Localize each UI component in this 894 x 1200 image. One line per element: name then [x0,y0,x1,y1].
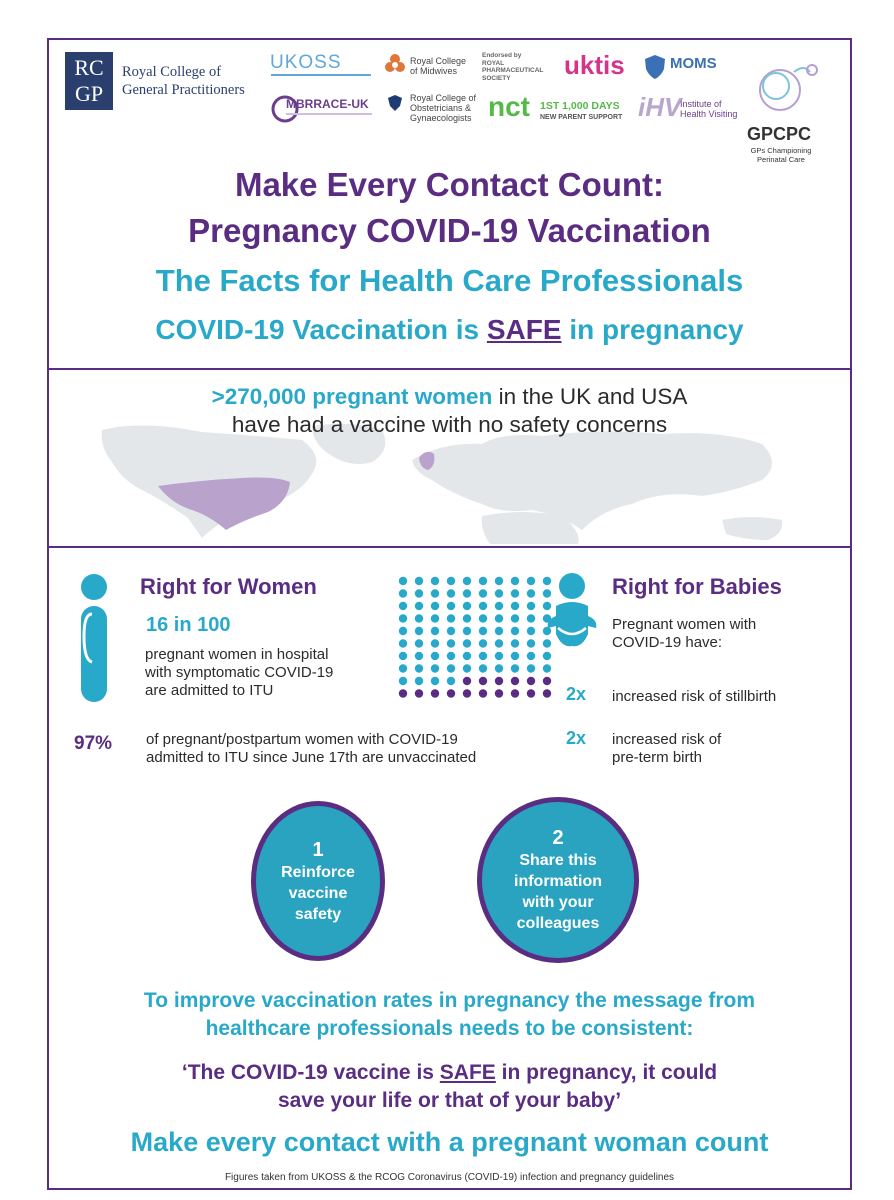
dot [447,677,455,685]
dot [415,652,423,660]
title-line1: Make Every Contact Count: [234,166,665,203]
preterm-text1: increased risk of [612,731,722,748]
dot-highlighted [511,677,519,685]
rcog-name [410,93,476,123]
safe-heading-post: in pregnancy [561,314,744,345]
dot [463,577,471,585]
dot [431,677,439,685]
dot [495,652,503,660]
dot-highlighted [399,689,407,697]
dot [495,577,503,585]
closing-line: Make every contact with a pregnant woman count [130,1127,769,1157]
rps-line2: ROYAL [482,59,505,67]
quote-safe-word: SAFE [439,1061,496,1084]
dot-highlighted [495,677,503,685]
dot-highlighted [527,677,535,685]
dot [447,652,455,660]
dot [527,589,535,597]
dot [415,602,423,610]
first1000-line2: NEW PARENT SUPPORT [540,114,623,121]
dot [431,614,439,622]
dot [527,664,535,672]
dot [415,664,423,672]
action-2-line1: Share this [519,852,597,869]
rcm-name [410,56,466,76]
dot [495,614,503,622]
uktis-logo: uktis [564,50,625,80]
dot [511,602,519,610]
gpcpc-tagline [745,146,817,164]
babies-intro [612,616,756,652]
babies-intro2: COVID-19 have: [612,634,723,651]
mbrrace-logo: MBRRACE-UK [286,97,369,111]
dot [447,614,455,622]
dot-highlighted [543,677,551,685]
rps-line4: SOCIETY [482,74,511,82]
dot [415,577,423,585]
dot [479,652,487,660]
dot [511,664,519,672]
women-stat: 16 in 100 [146,614,231,636]
dot [415,589,423,597]
gpcpc-logo: GPCPC [747,124,812,144]
action-circle-1 [256,806,380,956]
message-intro [47,987,852,1043]
rcog-line3: Gynaecologists [410,113,472,123]
divider-middle [47,546,852,548]
dot [431,577,439,585]
dot [495,627,503,635]
dot-highlighted [463,689,471,697]
first1000-line1: 1ST 1,000 DAYS [540,100,620,112]
stillbirth-text: increased risk of stillbirth [612,688,777,705]
divider-top [47,368,852,370]
ihv-line1: Institute of [680,99,722,109]
mbrrace-underline [286,113,372,115]
dot [447,602,455,610]
dot [511,589,519,597]
women-desc2: with symptomatic COVID-19 [145,664,334,681]
moms-shield-icon [644,54,666,80]
dot [399,602,407,610]
quote-pre: ‘The COVID-19 vaccine is [181,1061,440,1084]
dot [495,664,503,672]
rps-line3: PHARMACEUTICAL [482,67,544,74]
message-quote [47,1059,852,1115]
preterm-text2: pre-term birth [612,749,703,766]
women-desc3: are admitted to ITU [145,682,274,699]
first1000-logo [540,100,622,124]
dot [511,652,519,660]
dot [431,627,439,635]
rps-line1: Endorsed by [482,52,522,59]
ihv-line2: Health Visiting [680,109,738,119]
message-line1: To improve vaccination rates in pregnancy the message from [143,989,756,1012]
dot-highlighted [479,677,487,685]
dot [431,652,439,660]
dot [399,589,407,597]
dot [415,614,423,622]
dot [479,614,487,622]
action-1-line2: vaccine [288,884,348,902]
quote-line1 [47,1059,852,1087]
dot [479,577,487,585]
rcm-icon [384,53,406,75]
dot [399,614,407,622]
dot [495,589,503,597]
dot-highlighted [543,689,551,697]
action-2-line4: colleagues [516,915,600,932]
dot [431,589,439,597]
gpcpc-line1: GPs Championing [750,146,812,155]
women-pct-desc1: of pregnant/postpartum women with COVID-19 [146,731,458,748]
message-line2: healthcare professionals needs to be consistent: [205,1017,694,1040]
nct-logo: nct [488,91,530,122]
dot [399,577,407,585]
dot [511,614,519,622]
dot [399,639,407,647]
women-desc [145,646,333,700]
pregnant-woman-icon [76,574,112,704]
dot [463,589,471,597]
dot [399,652,407,660]
quote-post: in pregnancy, it could [495,1061,718,1084]
dot-highlighted [479,689,487,697]
women-heading: Right for Women [140,574,317,599]
quote-line2: save your life or that of your baby’ [277,1089,622,1112]
women-pct: 97% [74,733,113,754]
stats-highlight: >270,000 pregnant women [211,384,493,409]
dot [431,639,439,647]
dot [447,589,455,597]
dot [463,627,471,635]
dot [495,602,503,610]
rcm-line2: of Midwives [410,66,458,76]
title-line2: Pregnancy COVID-19 Vaccination [188,212,711,249]
dot [479,589,487,597]
dot [463,614,471,622]
dot-grid [395,573,555,709]
baby-icon [544,572,600,652]
dot [415,639,423,647]
rcog-crest-icon [388,95,402,111]
dot-highlighted [527,689,535,697]
action-2-line3: with your [522,894,594,911]
stats-line1-rest: in the UK and USA [492,384,688,409]
dot [479,602,487,610]
rcgp-name [122,63,245,99]
action-1-number: 1 [312,838,324,861]
stats-line1 [47,383,852,411]
dot [543,652,551,660]
dot-highlighted [431,689,439,697]
preterm-text [612,731,721,767]
dot [463,602,471,610]
dot [447,577,455,585]
dot [463,639,471,647]
dot-highlighted [415,689,423,697]
dot-highlighted [463,677,471,685]
dot [431,664,439,672]
action-1-line1: Reinforce [281,863,355,881]
dot-highlighted [511,689,519,697]
dot [479,627,487,635]
dot [527,577,535,585]
stethoscope-icon [752,52,824,122]
action-circle-2 [482,802,634,958]
dot [511,627,519,635]
dot [511,577,519,585]
dot-highlighted [447,689,455,697]
dot [495,639,503,647]
dot [527,652,535,660]
action-1-line3: safety [294,905,342,923]
women-desc1: pregnant women in hospital [145,646,329,663]
stats-line2: have had a vaccine with no safety concerns [231,412,668,437]
dot [431,602,439,610]
dot [479,639,487,647]
ukoss-logo: UKOSS [270,52,342,73]
dot [527,602,535,610]
dot-highlighted [495,689,503,697]
women-pct-desc [146,731,476,767]
dot [415,627,423,635]
dot [415,677,423,685]
dot [527,639,535,647]
ukoss-underline [271,74,371,76]
dot [527,627,535,635]
ihv-logo: iHV [638,92,682,122]
women-pct-desc2: admitted to ITU since June 17th are unvaccinated [146,749,477,766]
safe-heading-pre: COVID-19 Vaccination is [155,314,487,345]
rcgp-line1: Royal College of [122,64,222,80]
rcgp-line2: General Practitioners [122,82,245,98]
dot [447,627,455,635]
subtitle: The Facts for Health Care Professionals [155,263,744,298]
safe-heading [47,314,852,346]
safe-word: SAFE [486,314,562,345]
moms-logo: MOMS [670,55,717,72]
action-2-line2: information [514,873,602,890]
dot [511,639,519,647]
rcgp-abbr-top: RC [74,55,104,80]
dot [463,664,471,672]
rcgp-abbr-bottom: GP [74,81,104,106]
dot [399,627,407,635]
dot [479,664,487,672]
rcm-line1: Royal College [410,56,467,66]
stats-block [47,383,852,439]
dot [463,652,471,660]
babies-intro1: Pregnant women with [612,616,757,633]
dot [447,639,455,647]
action-2-number: 2 [552,827,564,849]
dot [447,664,455,672]
ihv-name [680,99,737,119]
rcog-line2: Obstetricians & [410,103,472,113]
babies-heading: Right for Babies [612,574,782,599]
footnote: Figures taken from UKOSS & the RCOG Coronavirus (COVID-19) infection and pregnancy guidelines [224,1172,675,1183]
stillbirth-multiplier: 2x [566,684,587,704]
rcgp-logo [65,52,113,110]
dot [527,614,535,622]
dot [399,677,407,685]
gpcpc-line2: Perinatal Care [757,155,805,164]
dot [543,664,551,672]
rcog-line1: Royal College of [410,93,477,103]
dot [399,664,407,672]
preterm-multiplier: 2x [566,728,587,748]
rps-logo [482,52,543,82]
